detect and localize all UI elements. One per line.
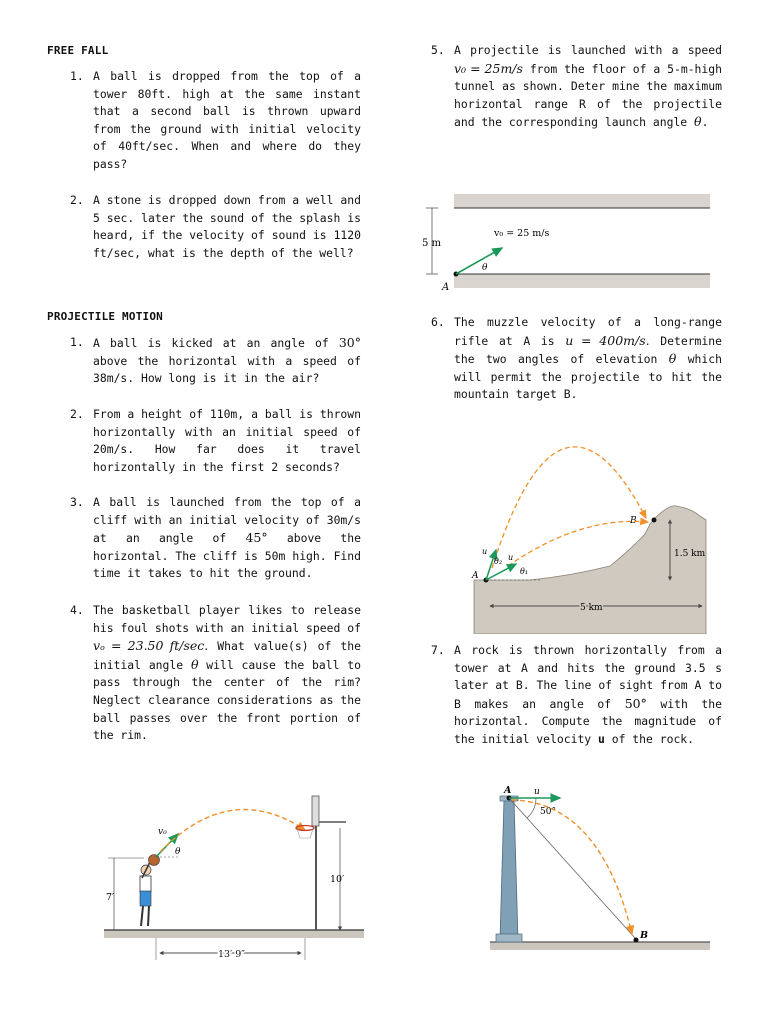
point-a-label: A: [442, 282, 450, 293]
pm-problem-4-number: 4.: [70, 603, 84, 617]
angle-value: 50°: [624, 695, 647, 711]
ff-problem-1-number: 1.: [70, 69, 84, 83]
ff-problem-1-text: A ball is dropped from the top of a tower 80ft. high at the same instant that a second ball is thrown upward from the ground with initial velocity of 40ft/sec. When and where do they pass?: [93, 69, 361, 171]
trajectory-path: [160, 810, 305, 852]
u-bold: u: [598, 731, 605, 746]
tunnel-figure: [414, 186, 724, 296]
pm-problem-2-text: From a height of 110m, a ball is thrown horizontally with an initial speed of 20m/s. How far does it travel horizontally in the first 2 seconds?: [93, 407, 361, 474]
pm-problem-3-number: 3.: [70, 495, 84, 509]
tunnel-floor: [454, 274, 710, 288]
point-a-label: A: [472, 571, 479, 581]
pm-problem-1-number: 1.: [70, 335, 84, 349]
pm-problem-2-number: 2.: [70, 407, 84, 421]
point-b-label: B: [640, 930, 649, 941]
point-a-label: A: [504, 785, 512, 796]
u-label: u: [534, 787, 540, 797]
ground: [490, 942, 710, 950]
pm-problem-6-number: 6.: [431, 315, 445, 329]
u-label-high: u: [482, 547, 488, 556]
height-label: 1.5 km: [674, 549, 706, 559]
free-fall-heading: FREE FALL: [47, 44, 109, 57]
pm-problem-7-text: A rock is thrown horizontally from a tower at A and hits the ground 3.5 s later at B. The line of sight from A to B makes an angle of 50° with the horizontal. Compute the magnitude of the initial velocity u of the rock.: [454, 643, 722, 746]
tunnel-height-label: 5 m: [422, 238, 442, 249]
high-trajectory: [492, 447, 646, 568]
tunnel-ceiling: [454, 194, 710, 208]
theta-symbol: θ: [694, 114, 702, 130]
speed-equation: u = 400m/s.: [565, 332, 650, 348]
hoop-icon: [296, 796, 346, 930]
rifle-figure: [470, 434, 730, 634]
angle-value: 30°: [338, 335, 361, 350]
mountain-terrain: [474, 506, 706, 634]
projectile-motion-heading: PROJECTILE MOTION: [47, 310, 163, 323]
release-height-label: 7′: [106, 892, 115, 903]
floor: [104, 930, 364, 938]
ff-problem-2-text: A stone is dropped down from a well and 5 sec. later the sound of the splash is heard, if the velocity of sound is 1120 ft/sec, what is the depth of the well?: [93, 193, 361, 260]
pm-problem-5-number: 5.: [431, 43, 445, 57]
theta-label: θ: [482, 263, 488, 273]
pm-problem-7-number: 7.: [431, 643, 445, 657]
v0-label: v₀ = 25 m/s: [494, 228, 550, 239]
theta-symbol: θ: [668, 351, 677, 367]
rim-height-label: 10′: [330, 874, 345, 885]
line-of-sight: [509, 798, 635, 938]
distance-label: 5 km: [580, 603, 603, 613]
player-icon: [140, 855, 160, 927]
theta-symbol: θ: [190, 656, 199, 672]
theta-label: θ: [175, 847, 181, 857]
u-label-low: u: [508, 553, 514, 562]
velocity-arrow: [456, 248, 502, 274]
pm-problem-6-text: The muzzle velocity of a long-range rifle at A is u = 400m/s. Determine the two angles of elevation θ which will permit the projectile to hit the mountain target B.: [454, 315, 722, 402]
point-b-label: B: [630, 516, 637, 526]
pm-problem-3-text: A ball is launched from the top of a cliff with an initial velocity of 30m/s at an angle of 45° above the horizontal. The cliff is 50m high. Find time it takes to hit the ground.: [93, 495, 361, 581]
pm-problem-5-text: A projectile is launched with a speed v₀ = 25m/s from the floor of a 5-m-high tunnel as shown. Deter mine the maximum horizontal range R of the projectile and the corresponding launch angle θ.: [454, 43, 722, 130]
pm-problem-1-text: A ball is kicked at an angle of 30° above the horizontal with a speed of 38m/s. How long is it in the air?: [93, 335, 361, 386]
tower-icon: [496, 796, 522, 942]
angle-value: 45°: [245, 530, 268, 546]
pm-problem-4-text: The basketball player likes to release his foul shots with an initial speed of vₒ = 23.50 ft/sec. What value(s) of the initial angle θ will cause the ball to pass through the center of the rim? Neglect clearance considerations as the ball passes over the front portion of the rim.: [93, 603, 361, 743]
basketball-figure: [100, 790, 370, 970]
speed-equation: v₀ = 25m/s: [454, 60, 523, 76]
speed-equation: vₒ = 23.50 ft/sec.: [93, 638, 209, 654]
ff-problem-2-number: 2.: [70, 193, 84, 207]
v0-label: v₀: [158, 827, 167, 837]
distance-label: 13′ 9″: [218, 949, 245, 960]
theta1-label: θ₁: [520, 567, 529, 576]
angle-label: 50°: [540, 807, 556, 817]
tower-figure: [480, 780, 720, 960]
theta2-label: θ₂: [494, 557, 503, 566]
trajectory-path: [512, 800, 632, 934]
